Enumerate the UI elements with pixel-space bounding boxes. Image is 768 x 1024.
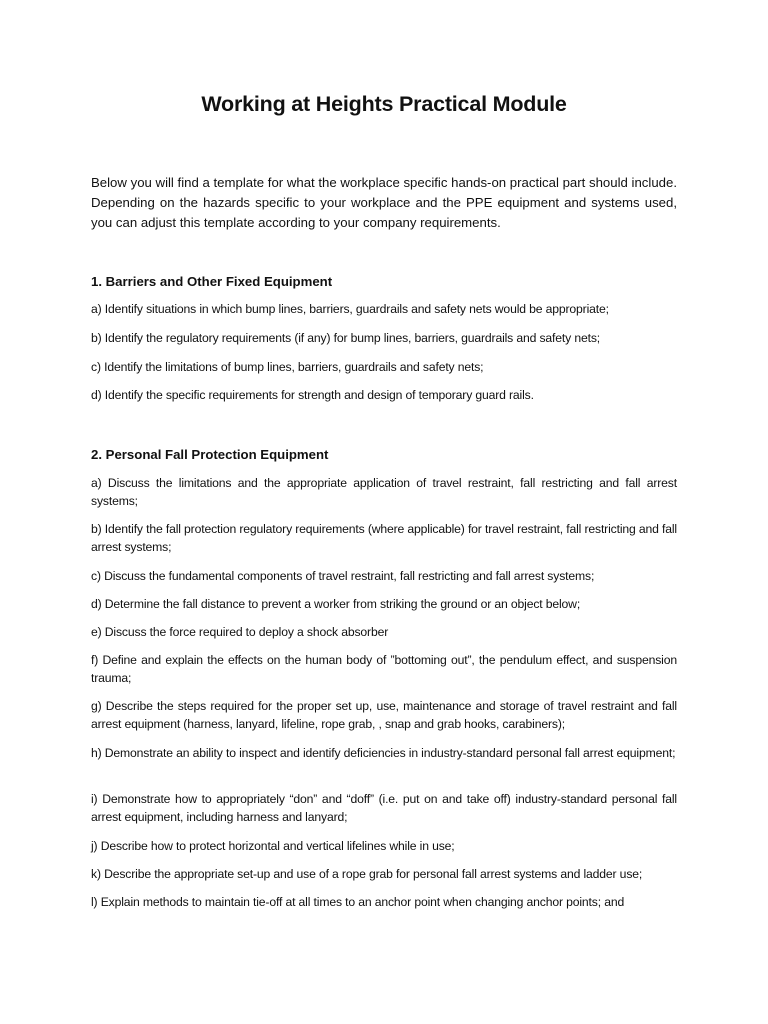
intro-paragraph: Below you will find a template for what the workplace specific hands-on practical part should include. Depending on the hazards specific to your workplace and the PPE equipment and systems used, you can adjust this template according to your company requirements. — [91, 175, 677, 230]
list-item: d) Identify the specific requirements for strength and design of temporary guard rails. — [91, 388, 534, 402]
section-heading-barriers: 1. Barriers and Other Fixed Equipment — [91, 274, 333, 289]
list-item: k) Describe the appropriate set-up and use of a rope grab for personal fall arrest systems and ladder use; — [91, 867, 643, 881]
list-item: l) Explain methods to maintain tie-off at all times to an anchor point when changing anchor points; and — [91, 895, 625, 909]
list-item: h) Demonstrate an ability to inspect and identify deficiencies in industry-standard personal fall arrest equipment; — [91, 746, 676, 760]
list-item: b) Identify the regulatory requirements (if any) for bump lines, barriers, guardrails and safety nets; — [91, 331, 601, 345]
list-item: i) Demonstrate how to appropriately “don” and “doff” (i.e. put on and take off) industry-standard personal fall arrest equipment, including harness and lanyard; — [91, 792, 677, 824]
list-item: c) Identify the limitations of bump lines, barriers, guardrails and safety nets; — [91, 360, 484, 374]
list-item: b) Identify the fall protection regulatory requirements (where applicable) for travel restraint, fall restricting and fall arrest systems; — [91, 522, 677, 554]
list-item: d) Determine the fall distance to prevent a worker from striking the ground or an object below; — [91, 597, 581, 611]
list-item: f) Define and explain the effects on the human body of ”bottoming out”, the pendulum effect, and suspension trauma; — [91, 653, 677, 685]
list-item: a) Identify situations in which bump lines, barriers, guardrails and safety nets would be appropriate; — [91, 302, 609, 316]
page-title: Working at Heights Practical Module — [201, 92, 567, 116]
list-item: j) Describe how to protect horizontal and vertical lifelines while in use; — [91, 839, 455, 853]
list-item: c) Discuss the fundamental components of travel restraint, fall restricting and fall arrest systems; — [91, 569, 595, 583]
section-heading-personal-fall-protection: 2. Personal Fall Protection Equipment — [91, 447, 329, 462]
list-item: e) Discuss the force required to deploy a shock absorber — [91, 625, 389, 639]
list-item: a) Discuss the limitations and the appropriate application of travel restraint, fall restricting and fall arrest systems; — [91, 476, 677, 508]
list-item: g) Describe the steps required for the proper set up, use, maintenance and storage of travel restraint and fall arrest equipment (harness, lanyard, lifeline, rope grab, , snap and grab hooks, carabiners); — [91, 699, 677, 731]
